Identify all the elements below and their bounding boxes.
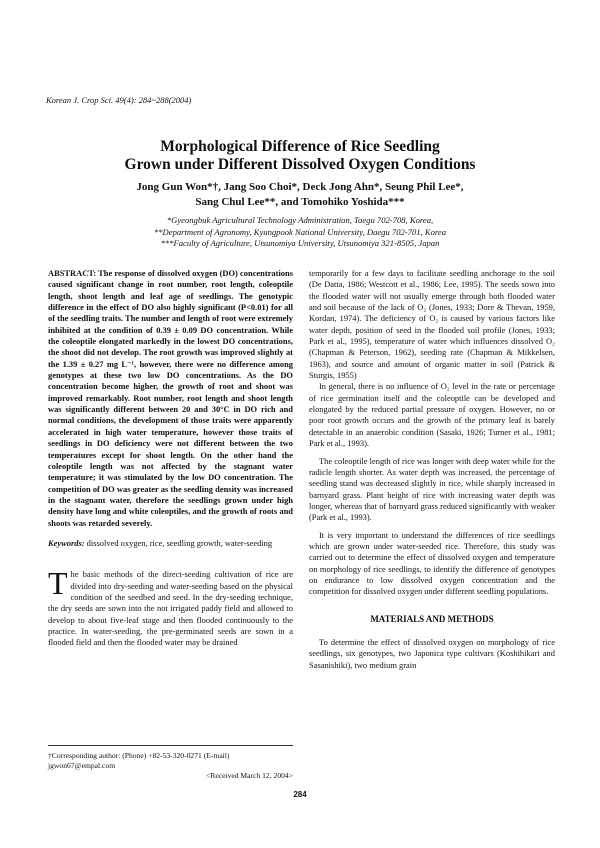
right-column	[309, 268, 555, 671]
right-paragraph-2: In general, there is no influence of O₂ level in the rate or percentage of rice germination itself and the coleoptile can be developed and elongated by the reduced partial pressure of oxygen. However, no or poor root growth occurs and the growth of the primary leaf is barely detectable in an anaerobic condition (Sasaki, 1926; Turner et al., 1981; Park et al., 1993).	[309, 381, 555, 449]
journal-citation: Korean J. Crop Sci. 49(4): 284~288(2004)	[46, 95, 192, 105]
affiliation-3: ***Faculty of Agriculture, Utsunomiya University, Utsunomiya 321-8505, Japan	[160, 238, 440, 248]
right-paragraph-3: The coleoptile length of rice was longer with deep water while for the radicle length shorter. As water depth was increased, the percentage of seedling stand was decreased slightly in rice, while sharply increased in barnyard grass. Plant height of rice with increasing water depth was longer, whereas that of barnyard grass reduced significantly with weaker (Park et al., 1993).	[309, 455, 555, 523]
corresponding-author: †Corresponding author: (Phone) +82-53-320-0271 (E-mail) jgwon67@empal.com	[48, 751, 230, 770]
section-heading-methods: MATERIALS AND METHODS	[370, 613, 494, 624]
introduction-paragraph	[48, 565, 293, 648]
keywords-label: Keywords:	[48, 537, 85, 548]
intro-text: he basic methods of the direct-seeding cultivation of rice are divided into dry-seeding and water-seeding based on the physical condition of the seedbed and seed. In the dry-seeding technique, the dry seeds are sown into the not irrigated paddy field and allowed to develop to about five-leaf stage and then flooded continuously to the practice. In water-seeding, the pre-germinated seeds are sown in a flooded field and then the flooded water may be drained	[48, 569, 293, 648]
left-column	[48, 268, 293, 649]
footnote	[48, 745, 293, 781]
affiliation-2: **Department of Agronomy, Kyungpook National University, Daegu 702-701, Korea	[153, 226, 447, 237]
keywords	[48, 538, 293, 549]
title-line-2: Grown under Different Dissolved Oxygen Conditions	[124, 156, 476, 173]
abstract: ABSTRACT: The response of dissolved oxygen (DO) concentrations caused significant change in root number, root length, coleoptile length, shoot length and leaf age of seedlings. The genotypic difference in the effect of DO also highly significant (P<0.01) for all of the seedling traits. The number and length of root were extremely inhibited at the condition of 0.39 ± 0.09 DO concentration. While the coleoptile elongated markedly in the lowest DO concentrations, the shoot did not develop. The root growth was improved slightly at the 1.39 ± 0.27 mg L⁻¹, however, there were no difference among genotypes at these two low DO concentrations. As the DO concentration become higher, the growth of root and shoot was improved remarkably. Root number, root length and shoot length was significantly different between 20 and 30°C in DO rich and normal conditions, the development of those traits were apparently accelerated in high water temperature, however those traits of seedlings in DO deficiency were not different between the two temperatures except for shoot length. On the other hand the coleoptile length was not affected by the stagnant water temperature; it was stimulated by the low DO concentration. The competition of DO was greater as the seedling density was increased in the stagnant water, therefore the seedlings grown under high density have long and white coleoptiles, and the growth of roots and shoots was retarded severely.	[48, 268, 293, 528]
affiliations	[0, 215, 600, 250]
title-line-1: Morphological Difference of Rice Seedling	[160, 138, 440, 155]
keywords-text: dissolved oxygen, rice, seedling growth, water-seeding	[84, 537, 273, 548]
affiliation-1: *Gyeongbuk Agricultural Technology Administration, Taegu 702-708, Korea,	[166, 215, 434, 225]
author-list	[0, 180, 600, 210]
right-paragraph-4: It is very important to understand the differences of rice seedlings which are grown under water-seeded rice. Therefore, this study was carried out to determine the effect of dissolved oxygen and temperature on morphology of rice seedlings, to identify the difference of genotypes on endurance to low dissolved oxygen concentration and the competition for dissolved oxygen under different seedling populations.	[309, 529, 555, 597]
received-date: <Received March 12, 2004>	[205, 771, 293, 780]
authors-line-2: Sang Chul Lee**, and Tomohiko Yoshida***	[195, 196, 405, 208]
methods-paragraph: To determine the effect of dissolved oxygen on morphology of rice seedlings, six genotypes, two Japonica type cultivars (Koshihikari and Sasanishiki), two medium grain	[309, 636, 555, 670]
drop-cap: T	[48, 565, 68, 602]
paper-title	[0, 138, 600, 174]
page-number: 284	[293, 790, 307, 799]
authors-line-1: Jong Gun Won*†, Jang Soo Choi*, Deck Jong Ahn*, Seung Phil Lee*,	[136, 181, 464, 193]
right-paragraph-1: temporarily for a few days to facilitate seedling anchorage to the soil (De Datta, 1986; Westcott et al., 1986; Lee, 1995). The seeds sown into the flooded water will not usually emerge through both flooded water and soil because of the lack of O₂ (Jones, 1933; Dore & Thevan, 1959, Kordan, 1974). The deficiency of O₂ is caused by various factors like water depth, position of seed in the flooded soil profile (Jones, 1933; Park et al., 1995), temperature of water which influences dissolved O₂ (Chapman & Peterson, 1962), seeding rate (Chapman & Mikkelsen, 1963), and source and amount of organic matter in soil (Patrick & Sturgis, 1955)	[309, 268, 555, 381]
